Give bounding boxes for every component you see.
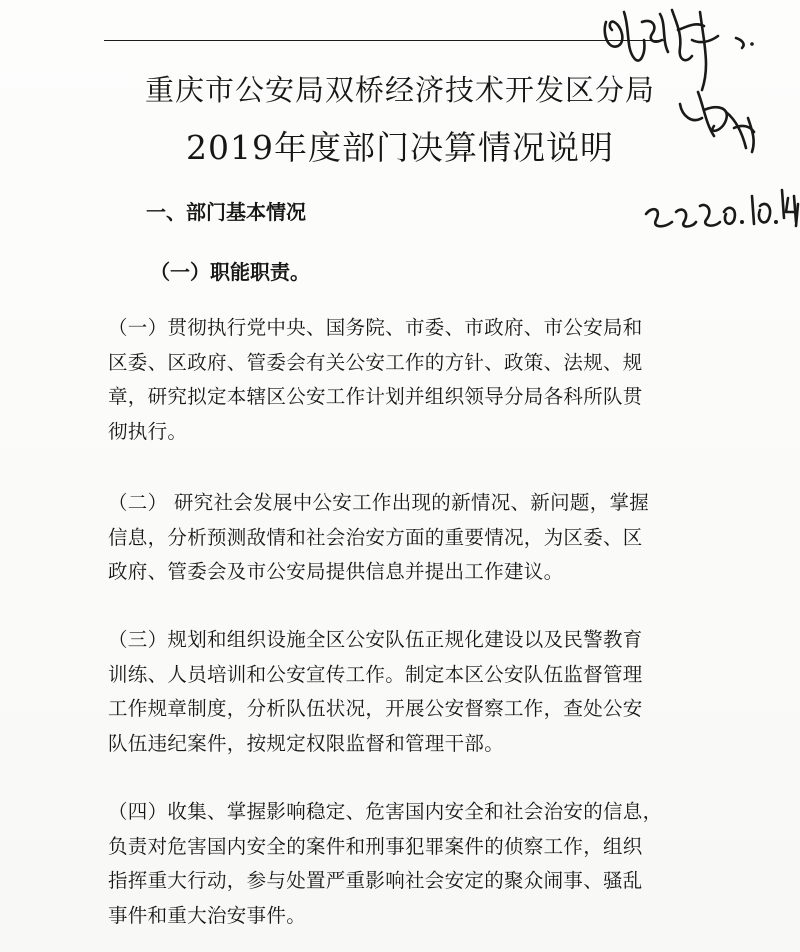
document-title-line-1: 重庆市公安局双桥经济技术开发区分局	[144, 73, 655, 107]
paragraph-line: 信息，分析预测敌情和社会治安方面的重要情况，为区委、区	[108, 525, 643, 549]
paragraph-line: 指挥重大行动，参与处置严重影响社会安定的聚众闹事、骚乱	[108, 869, 643, 892]
paragraph-2	[108, 486, 708, 590]
paragraph-line: 队伍违纪案件，按规定权限监督和管理干部。	[108, 731, 505, 755]
paragraph-4	[108, 795, 708, 933]
paragraph-line: （一）贯彻执行党中央、国务院、市委、市政府、市公安局和	[108, 316, 643, 339]
paragraph-3	[108, 623, 708, 761]
paragraph-line: 章，研究拟定本辖区公安工作计划并组织领导分局各科所队贯	[108, 385, 643, 408]
paragraph-line: 事件和重大治安事件。	[108, 903, 307, 927]
document-title-line-2: 2019年度部门决算情况说明	[186, 128, 614, 167]
header-rule	[104, 40, 664, 41]
paragraph-line: 工作规章制度，分析队伍状况，开展公安督察工作，查处公安	[108, 697, 643, 720]
paragraph-line: （二） 研究社会发展中公安工作出现的新情况、新问题，掌握	[108, 491, 650, 514]
paragraph-line: 区委、区政府、管委会有关公安工作的方针、政策、法规、规	[108, 350, 643, 374]
paragraph-1	[108, 311, 708, 449]
paragraph-line: 负责对危害国内安全的案件和刑事犯罪案件的侦察工作，组织	[108, 834, 643, 858]
paragraph-line: 彻执行。	[108, 419, 188, 443]
paragraph-line: （三）规划和组织设施全区公安队伍正规化建设以及民警教育	[108, 628, 643, 651]
paragraph-line: 训练、人员培训和公安宣传工作。制定本区公安队伍监督管理	[108, 662, 643, 686]
sub-heading: （一）职能职责。	[150, 260, 310, 284]
section-heading: 一、部门基本情况	[146, 200, 306, 224]
paragraph-line: 政府、管委会及市公安局提供信息并提出工作建议。	[108, 560, 564, 583]
paragraph-line: （四）收集、掌握影响稳定、危害国内安全和社会治安的信息，	[108, 800, 663, 823]
